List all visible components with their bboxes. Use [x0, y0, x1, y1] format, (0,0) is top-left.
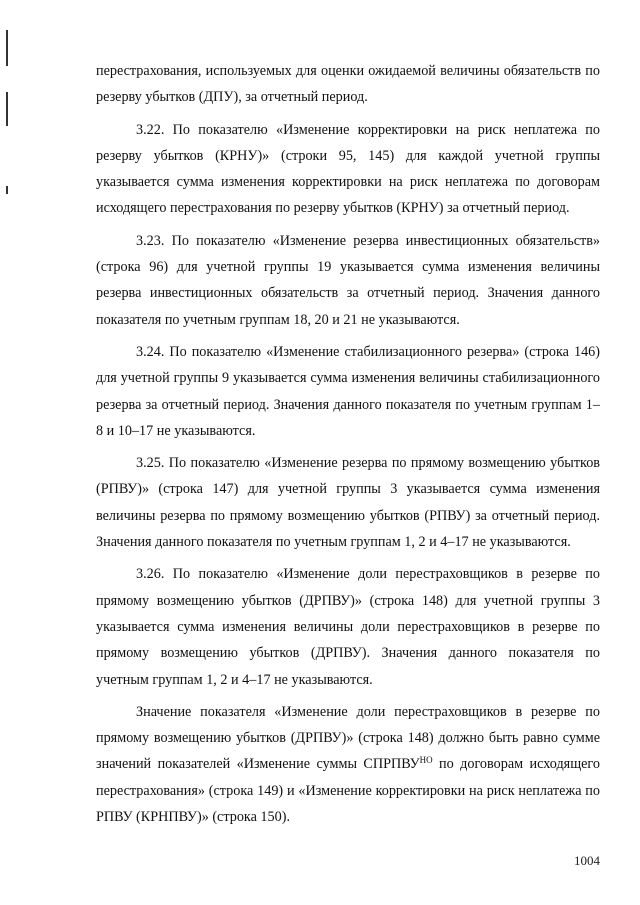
paragraph-final-text-end: по договорам исходящего перестрахования» (строка 149) и «Изменение корректировки на риск неплатежа по РПВУ (КРНПВУ)» (строка 150). — [96, 756, 600, 826]
paragraph-3-25: 3.25. По показателю «Изменение резерва по прямому возмещению убытков (РПВУ)» (строка 147) для учетной группы 3 указывается сумма изменения величины резерва по прямому возмещению убытков (РПВУ) за отчетный период. Значения данного показателя по учетным группам 1, 2 и 4–17 не указываются. — [96, 455, 600, 551]
paragraph-3-23: 3.23. По показателю «Изменение резерва инвестиционных обязательств» (строка 96) для учетной группы 19 указывается сумма изменения величины резерва инвестиционных обязательств за отчетный период. Значения данного показателя по учетным группам 18, 20 и 21 не указываются. — [96, 232, 600, 328]
paragraph-3-24: 3.24. По показателю «Изменение стабилизационного резерва» (строка 146) для учетной группы 9 указывается сумма изменения величины стабилизационного резерва за отчетный период. Значения данного показателя по учетным группам 1–8 и 10–17 не указываются. — [96, 343, 600, 439]
page-number: 1004 — [574, 853, 600, 868]
paragraph-final-text-start: Значение показателя «Изменение доли перестраховщиков в резерве по прямому возмещению убытков (ДРПВУ)» (строка 148) должно быть равно сумме значений показателей «Изменение суммы СПРПВУ — [96, 703, 600, 773]
paragraph-final — [96, 699, 600, 830]
paragraph-3-22: 3.22. По показателю «Изменение корректировки на риск неплатежа по резерву убытков (КРНУ)» (строки 95, 145) для каждой учетной группы указывается сумма изменения корректировки на риск неплатежа по договорам исходящего перестрахования по резерву убытков (КРНУ) за отчетный период. — [96, 121, 600, 217]
scan-margin-mark — [6, 186, 8, 194]
document-body — [96, 58, 600, 836]
scan-margin-mark — [6, 92, 8, 126]
paragraph-3-26: 3.26. По показателю «Изменение доли перестраховщиков в резерве по прямому возмещению убытков (ДРПВУ)» (строка 148) для учетной группы 3 указывается сумма изменения величины доли перестраховщиков в резерве по прямому возмещению убытков (ДРПВУ). Значения данного показателя по учетным группам 1, 2 и 4–17 не указываются. — [96, 566, 600, 688]
paragraph-continuation: перестрахования, используемых для оценки ожидаемой величины обязательств по резерву убытков (ДПУ), за отчетный период. — [96, 63, 600, 106]
scan-margin-mark — [6, 30, 8, 66]
superscript-ho: НО — [419, 755, 433, 766]
